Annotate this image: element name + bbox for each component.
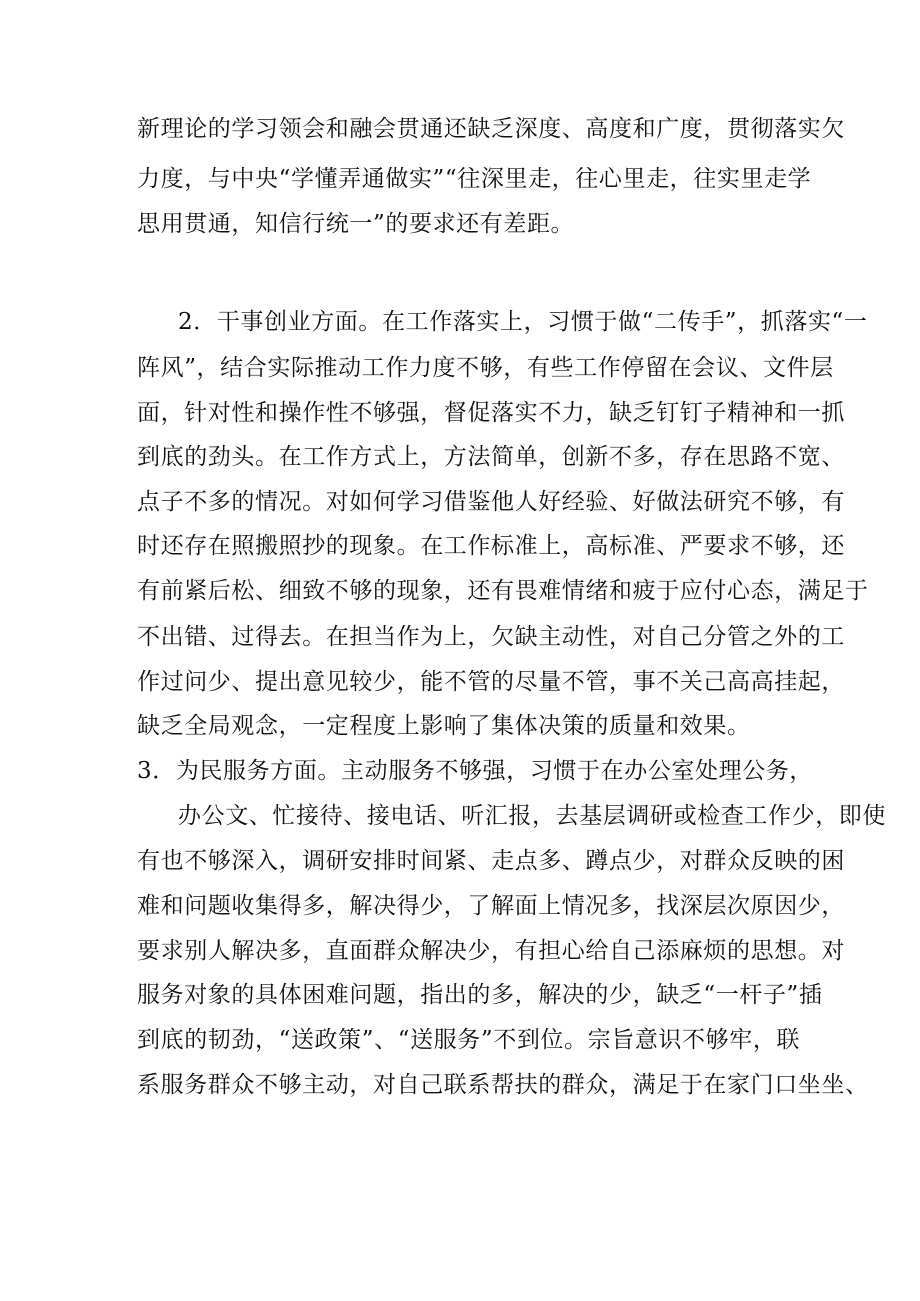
text-line: 不出错、过得去。在担当作为上，欠缺主动性，对自己分管之外的工	[137, 624, 845, 650]
text-line: 有也不够深入，调研安排时间紧、走点多、蹲点少，对群众反映的困	[137, 848, 845, 874]
text-line: 缺乏全局观念，一定程度上影响了集体决策的质量和效果。	[137, 713, 751, 739]
text-line	[137, 1115, 797, 1145]
text-line: 系服务群众不够主动，对自己联系帮扶的群众，满足于在家门口坐坐、	[137, 1072, 869, 1098]
text-line: 面，针对性和操作性不够强，督促落实不力，缺乏钉钉子精神和一抓	[137, 400, 845, 426]
text-line: 到底的劲头。在工作方式上，方法简单，创新不多，存在思路不宽、	[137, 444, 845, 470]
text-line: 时还存在照搬照抄的现象。在工作标准上，高标准、严要求不够，还	[137, 533, 845, 559]
text-line: 思用贯通，知信行统一”的要求还有差距。	[137, 211, 575, 237]
text-line: 服务对象的具体困难问题，指出的多，解决的少，缺乏“一杆子”插	[137, 982, 823, 1008]
section-3-heading-line: 办公文、忙接待、接电话、听汇报，去基层调研或检查工作少，即使	[178, 803, 886, 829]
text-line: 点子不多的情况。对如何学习借鉴他人好经验、好做法研究不够，有	[137, 489, 845, 515]
text-line: 有前紧后松、细致不够的现象，还有畏难情绪和疲于应付心态，满足于	[137, 578, 869, 604]
text-line: 力度，与中央“学懂弄通做实”“往深里走，往心里走，往实里走学	[137, 166, 812, 192]
text-line: 作过问少、提出意见较少，能不管的尽量不管，事不关己高高挂起，	[137, 669, 845, 695]
text-line: 阵风”，结合实际推动工作力度不够，有些工作停留在会议、文件层	[137, 355, 834, 381]
text-line: 难和问题收集得多，解决得少，了解面上情况多，找深层次原因少，	[137, 893, 845, 919]
section-2-heading-line: 2．干事创业方面。在工作落实上，习惯于做“二传手”，抓落实“一	[178, 309, 868, 335]
text-line: 到底的韧劲，“送政策”、“送服务”不到位。宗旨意识不够牢，联	[137, 1027, 801, 1053]
text-line: 新理论的学习领会和融会贯通还缺乏深度、高度和广度，贯彻落实欠	[137, 116, 845, 142]
text-line: 3．为民服务方面。主动服务不够强，习惯于在办公室处理公务，	[137, 758, 814, 784]
text-line: 要求别人解决多，直面群众解决少，有担心给自己添麻烦的思想。对	[137, 938, 845, 964]
